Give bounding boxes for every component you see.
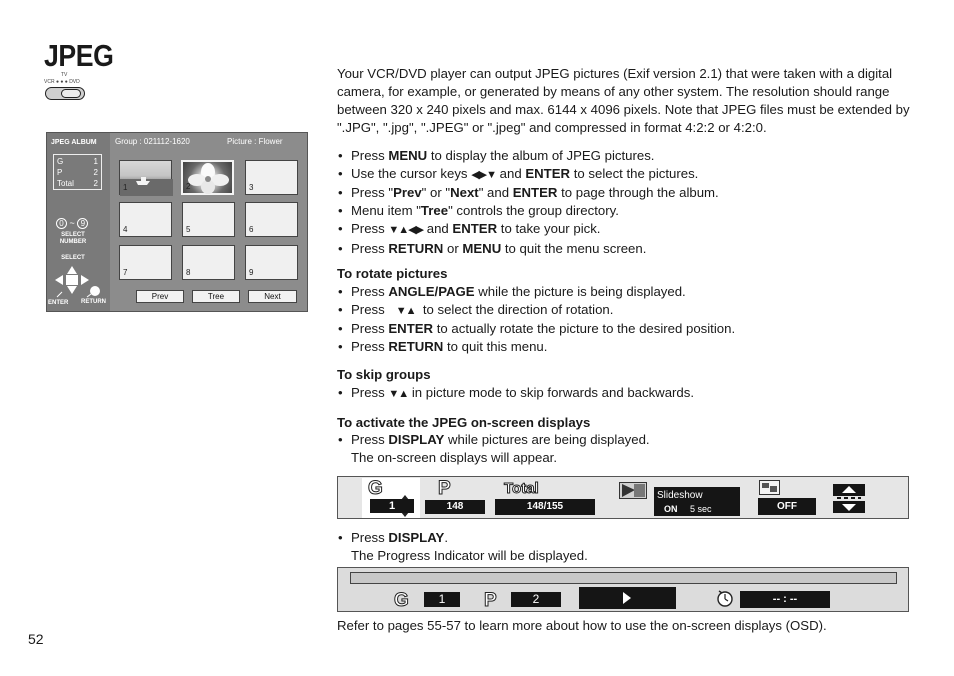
- play-status: [579, 587, 676, 609]
- prev-button[interactable]: Prev: [136, 290, 184, 303]
- reference-note: Refer to pages 55-57 to learn more about how to use the on-screen displays (OSD).: [337, 618, 827, 633]
- number-key-0: 0: [56, 218, 67, 229]
- slideshow-state: ON: [664, 504, 678, 514]
- picture-label: Picture : Flower: [227, 137, 283, 146]
- page-title: JPEG: [44, 38, 114, 73]
- activate-note: The on-screen displays will appear.: [351, 450, 557, 465]
- zoom-icon: [759, 480, 781, 496]
- cursor-keys-icon: [51, 264, 107, 302]
- progress-indicator: [337, 567, 909, 612]
- thumbnail-6[interactable]: 6: [245, 202, 298, 237]
- repeat-updown-icon: [833, 484, 865, 514]
- intro-paragraph: Your VCR/DVD player can output JPEG pictures (Exif version 2.1) that were taken with a digital camera, for example, or generated by means of any other system. The resolution should range between 320 x 240 pixels and max. 6144 x 4096 pixels. Note that JPEG files must be extended by ".JPG", ".jpg", ".JPEG" or ".jpeg" and compressed in format 4:2:2 or 4:2:0.: [337, 66, 910, 135]
- display-step-1: • Press DISPLAY.: [337, 529, 448, 547]
- play-icon: [579, 587, 676, 609]
- activate-heading: To activate the JPEG on-screen displays: [337, 415, 591, 430]
- switch-slot: [45, 87, 85, 100]
- arrow-keys-icon: ▼▲: [388, 388, 409, 400]
- total-icon: Total: [504, 480, 539, 497]
- instruction-pick: • Press ▼▲◀▶ and ENTER to take your pick.: [337, 220, 719, 240]
- slideshow-label: Slideshow: [657, 490, 703, 501]
- slideshow-interval: 5 sec: [690, 504, 712, 514]
- switch-dvd-label: DVD: [69, 79, 80, 85]
- flower-photo-icon: [183, 162, 234, 195]
- album-counts: [53, 154, 102, 190]
- rotate-heading: To rotate pictures: [337, 266, 448, 281]
- thumbnail-1[interactable]: 1: [119, 160, 172, 195]
- progress-picture-value: 2: [511, 592, 561, 607]
- album-sidebar: [47, 133, 110, 311]
- rotate-instructions: [337, 283, 735, 356]
- thumbnail-2[interactable]: 2: [181, 160, 234, 195]
- rotate-step-4: • Press RETURN to quit this menu.: [337, 338, 735, 356]
- instruction-menu: • Press MENU to display the album of JPEG pictures.: [337, 147, 719, 165]
- progress-group-icon: G: [394, 590, 409, 611]
- select-label: SELECT: [61, 255, 85, 261]
- thumbnail-3[interactable]: 3: [245, 160, 298, 195]
- picture-icon: P: [438, 478, 451, 499]
- count-row-g: G 1: [57, 157, 98, 166]
- switch-tv-label: TV: [61, 72, 68, 78]
- rotate-step-2: • Press ▼▲ to select the direction of rotation.: [337, 301, 735, 321]
- album-topbar: [111, 133, 307, 151]
- select-number-label: SELECT NUMBER: [59, 232, 87, 245]
- thumbnail-5[interactable]: 5: [182, 202, 235, 237]
- thumbnail-8[interactable]: 8: [182, 245, 235, 280]
- number-keys: [56, 218, 88, 229]
- group-label: Group : 021112-1620: [115, 137, 190, 146]
- rotate-step-3: • Press ENTER to actually rotate the picture to the desired position.: [337, 320, 735, 338]
- group-icon: G: [368, 478, 383, 499]
- page-number: 52: [28, 631, 44, 647]
- rotate-step-1: • Press ANGLE/PAGE while the picture is being displayed.: [337, 283, 735, 301]
- number-key-tilde: ~: [69, 218, 75, 228]
- thumbnail-7[interactable]: 7: [119, 245, 172, 280]
- return-label: RETURN: [81, 299, 106, 305]
- activate-step-1: • Press DISPLAY while pictures are being displayed.: [337, 431, 650, 449]
- progress-picture-icon: P: [484, 590, 497, 611]
- instruction-quit: • Press RETURN or MENU to quit the menu screen.: [337, 240, 719, 258]
- thumbnail-4[interactable]: 4: [119, 202, 172, 237]
- activate-instructions: [337, 431, 650, 449]
- source-switch: TV VCR ● ● ● DVD: [44, 72, 90, 102]
- osd-slideshow-box: [654, 487, 740, 516]
- osd-zoom-value: OFF: [758, 498, 816, 515]
- count-row-total: Total 2: [57, 179, 98, 188]
- instruction-tree: • Menu item "Tree" controls the group directory.: [337, 202, 719, 220]
- jpeg-album-screen: [46, 132, 308, 312]
- instruction-cursor: • Use the cursor keys ◀▶▼ and ENTER to select the pictures.: [337, 165, 719, 185]
- slideshow-icon: [619, 482, 647, 499]
- skip-step-1: • Press ▼▲ in picture mode to skip forwards and backwards.: [337, 384, 694, 404]
- progress-time-value: -- : --: [740, 591, 830, 608]
- display-instructions: [337, 529, 448, 547]
- clock-icon: [715, 588, 735, 608]
- skip-heading: To skip groups: [337, 367, 431, 382]
- enter-label: ENTER: [48, 300, 69, 306]
- album-instructions: [337, 147, 719, 257]
- tree-button[interactable]: Tree: [192, 290, 240, 303]
- osd-bar: [337, 476, 909, 519]
- arrow-keys-icon: ▼▲◀▶: [388, 223, 424, 236]
- progress-group-value: 1: [424, 592, 460, 607]
- arrow-keys-icon: ▼▲: [395, 304, 416, 317]
- progress-track: [350, 572, 897, 584]
- skip-instructions: [337, 384, 694, 404]
- number-key-9: 9: [77, 218, 88, 229]
- arrow-keys-icon: ◀▶▼: [471, 168, 497, 181]
- boat-photo-icon: [120, 161, 173, 196]
- osd-total-value: 148/155: [495, 499, 595, 515]
- next-button[interactable]: Next: [248, 290, 297, 303]
- switch-knob: [61, 89, 81, 98]
- switch-vcr-label: VCR: [44, 79, 55, 85]
- instruction-prev-next: • Press "Prev" or "Next" and ENTER to page through the album.: [337, 184, 719, 202]
- album-title: JPEG ALBUM: [51, 139, 97, 146]
- osd-picture-value: 148: [425, 500, 485, 514]
- osd-group-value: 1: [370, 499, 414, 513]
- progress-note: The Progress Indicator will be displayed.: [351, 548, 588, 563]
- count-row-p: P 2: [57, 168, 98, 177]
- thumbnail-9[interactable]: 9: [245, 245, 298, 280]
